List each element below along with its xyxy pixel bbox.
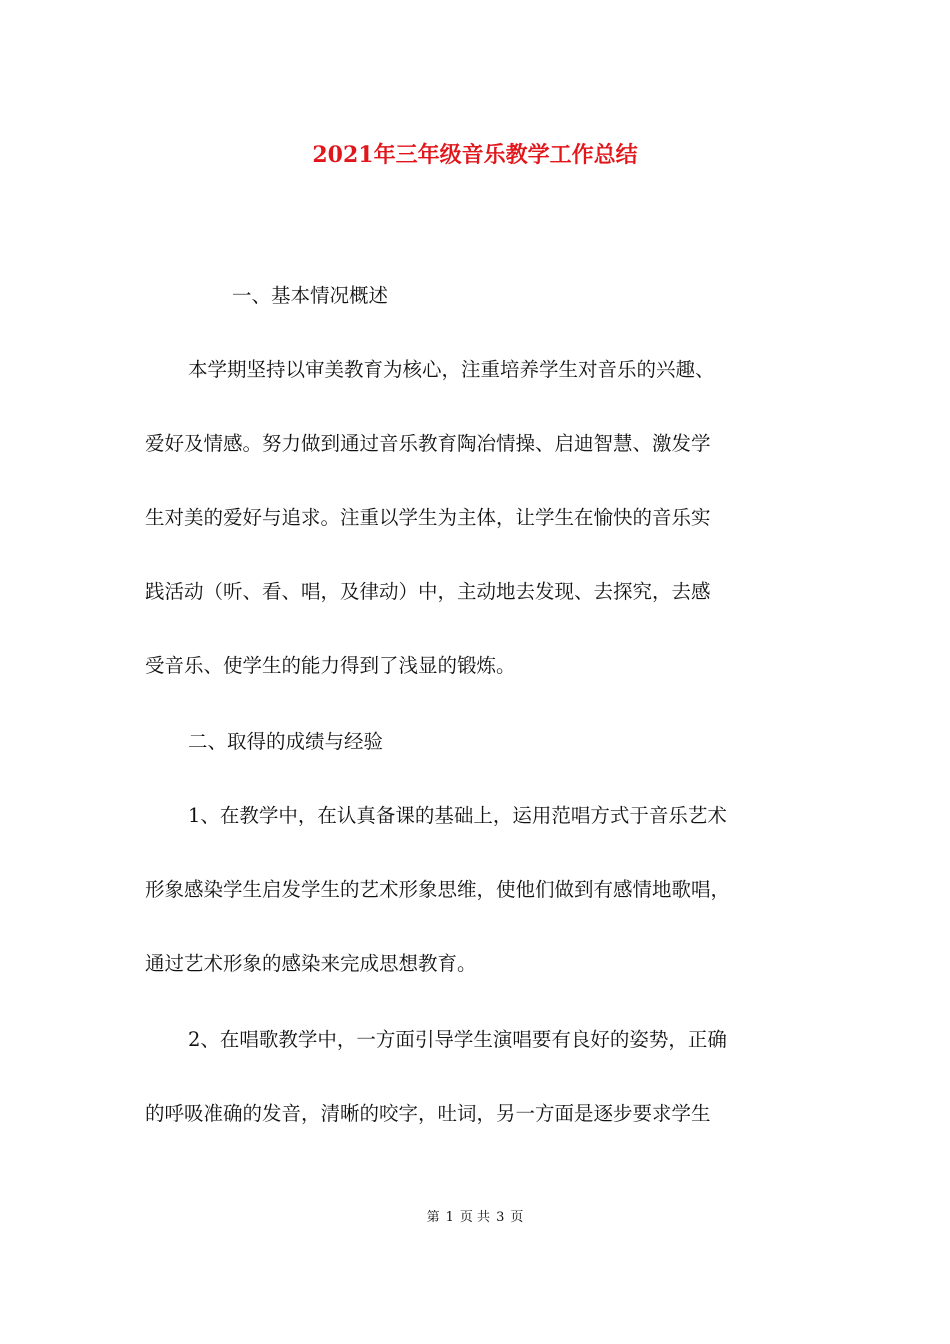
- paragraph-line: 受音乐、使学生的能力得到了浅显的锻炼。: [145, 654, 516, 677]
- paragraph-line: 1、在教学中，在认真备课的基础上，运用范唱方式于音乐艺术: [188, 804, 727, 827]
- paragraph-line: 爱好及情感。努力做到通过音乐教育陶冶情操、启迪智慧、激发学: [145, 432, 711, 455]
- page-footer: [0, 1208, 950, 1228]
- current-page-number: 1: [445, 1210, 454, 1225]
- total-pages-number: 3: [496, 1210, 505, 1225]
- page-title: 2021年三年级音乐教学工作总结: [312, 142, 638, 168]
- paragraph-line: 本学期坚持以审美教育为核心，注重培养学生对音乐的兴趣、: [188, 358, 715, 381]
- page-label-prefix: 第: [426, 1210, 440, 1225]
- paragraph-line: 生对美的爱好与追求。注重以学生为主体，让学生在愉快的音乐实: [145, 506, 711, 529]
- section-heading-basic-overview: 一、基本情况概述: [232, 284, 389, 307]
- paragraph-line: 2、在唱歌教学中，一方面引导学生演唱要有良好的姿势，正确: [188, 1028, 727, 1051]
- paragraph-line: 通过艺术形象的感染来完成思想教育。: [145, 952, 477, 975]
- section-heading-achievements: 二、取得的成绩与经验: [188, 730, 384, 753]
- paragraph-line: 形象感染学生启发学生的艺术形象思维，使他们做到有感情地歌唱，: [145, 878, 731, 901]
- page-label-mid: 页 共: [459, 1210, 491, 1225]
- paragraph-line: 的呼吸准确的发音，清晰的咬字，吐词，另一方面是逐步要求学生: [145, 1102, 711, 1125]
- paragraph-line: 践活动（听、看、唱，及律动）中，主动地去发现、去探究，去感: [145, 580, 711, 603]
- page-label-suffix: 页: [510, 1210, 524, 1225]
